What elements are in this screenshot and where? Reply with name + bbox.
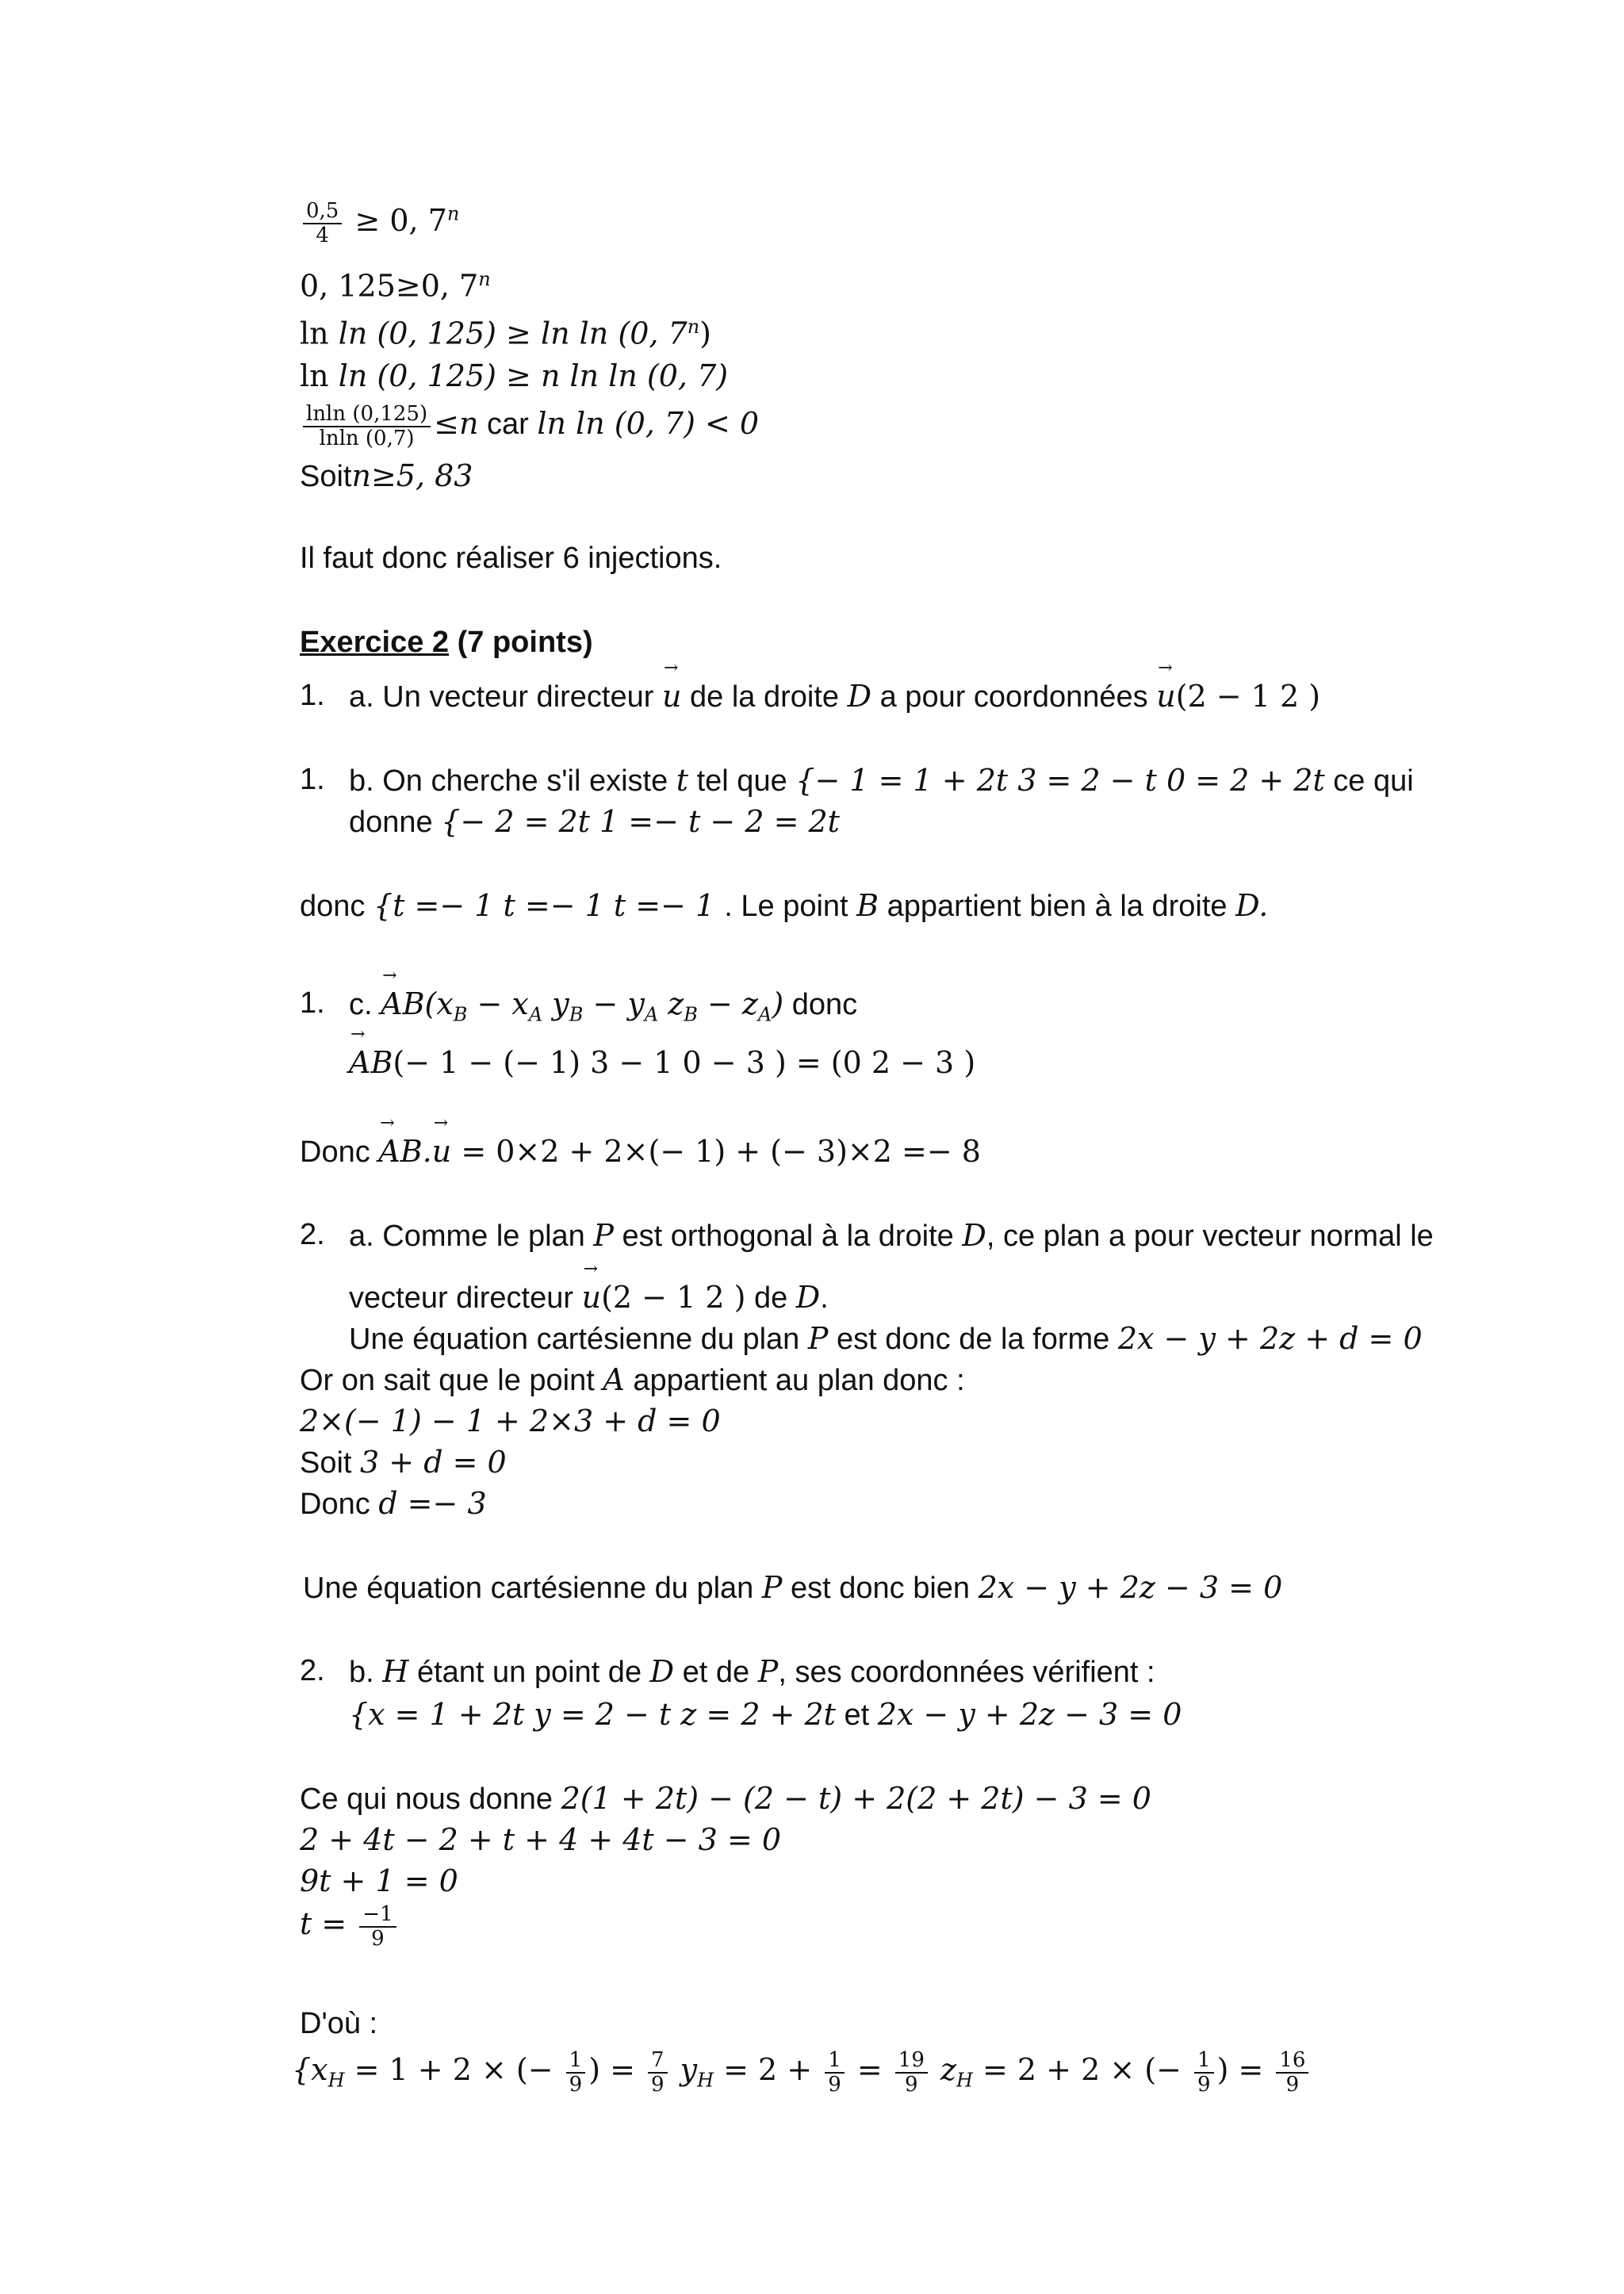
item-2a-calc3: Donc d =− 3 [300, 1486, 487, 1521]
fraction: $\frac{1}{9}$ [566, 2049, 586, 2096]
item-number: 1. [300, 763, 325, 796]
fraction: $\frac{0,5}{4}$ [303, 200, 342, 247]
final-coordinates: {$x_H = 1 + 2$ × (− $\frac{1}{9}$ ) = $\frac{7}{9}$ $y_H = 2$ + $\frac{1}{9}$ = $\frac{19}{9}$ $z_H = 2 + 2$ × (− $\frac{1}{9}$ ) = $\frac{16}{9}$ [292, 2049, 1312, 2096]
fraction: $\frac{19}{9}$ [895, 2049, 928, 2096]
fraction: $\frac{7}{9}$ [648, 2049, 668, 2096]
item-2b-calc2: 2 + 4t − 2 + t + 4 + 4t − 3 = 0 [300, 1822, 782, 1857]
line-log-3: $\frac{lnln (0,125)}{lnln (0,7)}$ ≤n car ln ln (0, 7) < 0 [300, 403, 759, 450]
item-2a-calc1: 2×(− 1) − 1 + 2×3 + d = 0 [300, 1404, 721, 1438]
item-2a-line4: Or on sait que le point A appartient au plan donc : [300, 1362, 965, 1397]
line-soit: Soitn≥5, 83 [300, 458, 473, 493]
line-log-2: ln ln (0, 125) ≥ n ln ln (0, 7) [300, 358, 729, 393]
item-2b-line2: {x = 1 + 2t y = 2 − t z = 2 + 2t et 2x − y + 2z − 3 = 0 [349, 1697, 1182, 1732]
fraction: $\frac{1}{9}$ [1194, 2049, 1214, 2096]
item-1c-line2: → AB(− 1 − (− 1) 3 − 1 0 − 3 ) = (0 2 − 3 ) [349, 1045, 975, 1082]
item-2b-calc1: Ce qui nous donne 2(1 + 2t) − (2 − t) + 2(2 + 2t) − 3 = 0 [300, 1781, 1151, 1816]
dou-label: D'où : [300, 2007, 378, 2040]
item-2a-line2: vecteur directeur → u(2 − 1 2 ) de D. [349, 1280, 829, 1317]
item-number: 2. [300, 1218, 325, 1251]
item-1a: a. Un vecteur directeur → u de la droite D a pour coordonnées → u(2 − 1 2 ) [349, 679, 1320, 716]
item-2a-line1: a. Comme le plan P est orthogonal à la droite D, ce plan a pour vecteur normal le [349, 1218, 1434, 1253]
item-2a-line3: Une équation cartésienne du plan P est donc de la forme 2x − y + 2z + d = 0 [349, 1321, 1423, 1356]
line-conclusion: Il faut donc réaliser 6 injections. [300, 542, 722, 575]
item-1b-line2: donne {− 2 = 2t 1 =− t − 2 = 2t [349, 804, 840, 839]
item-2b-calc3: 9t + 1 = 0 [300, 1863, 458, 1898]
item-1b-line1: b. On cherche s'il existe t tel que {− 1 = 1 + 2t 3 = 2 − t 0 = 2 + 2t ce qui [349, 763, 1414, 798]
item-number: 1. [300, 679, 325, 712]
item-2b-line1: b. H étant un point de D et de P, ses coordonnées vérifient : [349, 1654, 1155, 1689]
dot-product-line: Donc → AB.→ u = 0×2 + 2×(− 1) + (− 3)×2 =− 8 [300, 1134, 981, 1171]
line-log-1: ln ln (0, 125) ≥ ln ln (0, 7$^n$) [300, 316, 711, 351]
item-1b-line3: donc {t =− 1 t =− 1 t =− 1 . Le point B appartient bien à la droite D. [300, 888, 1269, 923]
item-2a-conclusion: Une équation cartésienne du plan P est donc bien 2x − y + 2z − 3 = 0 [303, 1570, 1283, 1605]
fraction: $\frac{1}{9}$ [825, 2049, 845, 2096]
line-inequality-1: $\frac{0,5}{4}$ ≥ 0, 7$^n$ [300, 200, 459, 247]
item-number: 2. [300, 1654, 325, 1687]
fraction: $\frac{16}{9}$ [1276, 2049, 1308, 2096]
line-inequality-2: 0, 125≥0, 7$^n$ [300, 268, 491, 304]
item-number: 1. [300, 986, 325, 1020]
fraction: $\frac{lnln (0,125)}{lnln (0,7)}$ [303, 403, 431, 450]
item-2b-calc4: t = $\frac{-1}{9}$ [300, 1903, 400, 1950]
item-1c-line1: c. → $AB(x_B - x_A$ $y_B - y_A$ $z_B - z_A$) donc [349, 986, 857, 1026]
item-2a-calc2: Soit 3 + d = 0 [300, 1445, 507, 1480]
fraction: $\frac{-1}{9}$ [359, 1903, 396, 1950]
exercice-title: Exercice 2 (7 points) [300, 626, 593, 659]
